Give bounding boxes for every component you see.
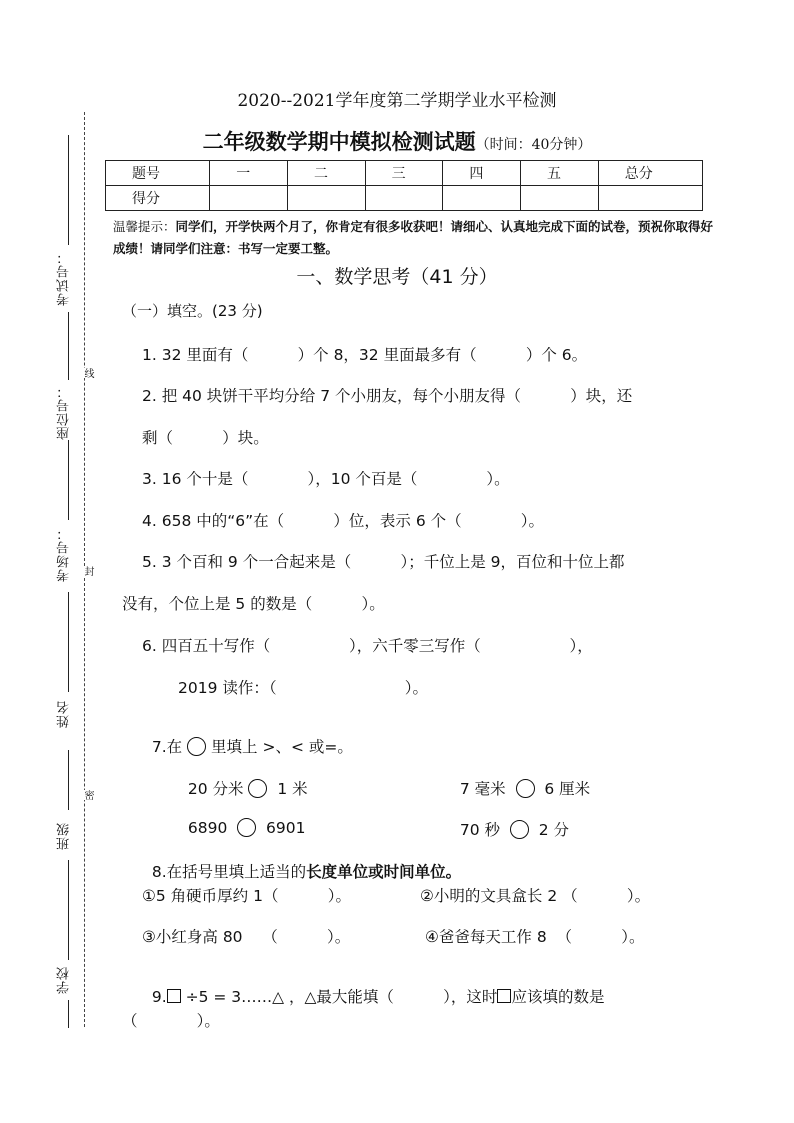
question-2: 2. 把 40 块饼干平均分给 7 个小朋友，每个小朋友得（ ）块，还 (142, 387, 633, 405)
table-cell: 四 (443, 161, 521, 186)
compare-item-1 (178, 759, 308, 799)
warm-tip-text: 同学们，开学快两个月了，你肯定有很多收获吧！请细心、认真地完成下面的试卷，预祝你取得好成绩！请同学们注意：书写一定要工整。 (113, 219, 714, 256)
compare-left: 20 分米 (187, 780, 244, 798)
exam-time-note: （时间：40分钟） (475, 137, 592, 153)
question-9 (142, 967, 604, 1007)
question-6-cont: 2019 读作：（ ）。 (178, 679, 428, 697)
question-8-item-2: ②小明的文具盒长 2 （ ）。 (420, 887, 651, 905)
question-5-cont: 没有，个位上是 5 的数是（ ）。 (122, 595, 385, 613)
question-9-num: 9. (151, 988, 167, 1006)
compare-right: 1 米 (277, 780, 308, 798)
table-cell: 得分 (106, 186, 210, 211)
score-input-cell[interactable] (210, 186, 288, 211)
question-3: 3. 16 个十是（ ），10 个百是（ ）。 (142, 470, 510, 488)
compare-right: 6 厘米 (544, 780, 591, 798)
circle-icon (187, 737, 206, 756)
table-cell: 一 (210, 161, 288, 186)
class-label: 班级 (57, 822, 72, 850)
exam-header: 2020--2021学年度第二学期学业水平检测 (237, 91, 557, 111)
square-icon (167, 989, 181, 1003)
compare-right: 2 分 (538, 821, 570, 839)
question-8-pre: 8.在括号里填上适当的 (151, 863, 307, 881)
warm-tip (113, 216, 721, 260)
question-7-post: 里填上 >、< 或=。 (211, 738, 353, 756)
exam-number-label: 考试号： (57, 250, 72, 306)
cut-mark-seal: 封 (82, 566, 93, 576)
score-input-cell[interactable] (598, 186, 702, 211)
table-cell: 总分 (598, 161, 702, 186)
compare-item-3 (178, 800, 305, 837)
square-icon (497, 989, 511, 1003)
room-number-label: 考场号： (57, 526, 72, 582)
table-cell: 三 (365, 161, 443, 186)
question-9-cont: （ ）。 (122, 1012, 220, 1030)
compare-circle[interactable] (237, 818, 256, 837)
question-7-pre: 7.在 (151, 738, 183, 756)
compare-left: 7 毫米 (459, 780, 506, 798)
compare-left: 70 秒 (459, 821, 501, 839)
question-1: 1. 32 里面有（ ）个 8，32 里面最多有（ ）个 6。 (142, 346, 588, 364)
cut-mark-line: 线 (82, 368, 93, 378)
compare-left: 6890 (187, 819, 228, 837)
score-input-cell[interactable] (287, 186, 365, 211)
part-title: （一）填空。(23 分) (122, 302, 263, 320)
binding-line-5 (68, 750, 69, 810)
compare-circle[interactable] (510, 820, 529, 839)
compare-circle[interactable] (516, 779, 535, 798)
question-5: 5. 3 个百和 9 个一合起来是（ ）；千位上是 9，百位和十位上都 (142, 553, 625, 571)
table-cell: 五 (521, 161, 599, 186)
compare-circle[interactable] (248, 779, 267, 798)
score-input-cell[interactable] (365, 186, 443, 211)
compare-item-2 (450, 759, 590, 799)
binding-line-3 (68, 440, 69, 520)
section-title: 一、数学思考（41 分） (296, 266, 498, 288)
binding-line-4 (68, 592, 69, 692)
question-8-item-3: ③小红身高 80 （ ）。 (142, 928, 351, 946)
score-table-header-row (106, 161, 703, 186)
question-9-end: 应该填的数是 (511, 988, 605, 1006)
binding-line-6 (68, 860, 69, 960)
question-2-cont: 剩（ ）块。 (142, 429, 269, 447)
question-8-bold: 长度单位或时间单位。 (306, 863, 462, 881)
school-label: 学校 (57, 966, 72, 994)
score-table-score-row (106, 186, 703, 211)
binding-line-2 (68, 312, 69, 380)
binding-line-7 (68, 1000, 69, 1028)
score-table (105, 160, 703, 211)
table-cell: 二 (287, 161, 365, 186)
table-cell: 题号 (106, 161, 210, 186)
exam-title (0, 126, 794, 156)
question-8 (142, 842, 461, 882)
score-input-cell[interactable] (521, 186, 599, 211)
question-4: 4. 658 中的“6”在（ ）位，表示 6 个（ ）。 (142, 512, 545, 530)
question-8-item-4: ④爸爸每天工作 8 （ ）。 (425, 928, 645, 946)
name-label: 姓名 (57, 700, 72, 728)
compare-item-4 (450, 800, 569, 840)
question-8-item-1: ①5 角硬币厚约 1（ ）。 (142, 887, 351, 905)
question-7 (142, 717, 353, 757)
question-9-mid: ÷5 = 3……△ ，△最大能填（ ），这时 (180, 988, 498, 1006)
seat-number-label: 座位号： (57, 384, 72, 440)
question-6: 6. 四百五十写作（ ），六千零三写作（ ）， (142, 637, 593, 655)
score-input-cell[interactable] (443, 186, 521, 211)
exam-title-main: 二年级数学期中模拟检测试题 (202, 130, 476, 154)
warm-tip-lead: 温馨提示： (113, 219, 176, 234)
compare-right: 6901 (266, 819, 306, 837)
cut-mark-secret: 密 (82, 790, 93, 800)
